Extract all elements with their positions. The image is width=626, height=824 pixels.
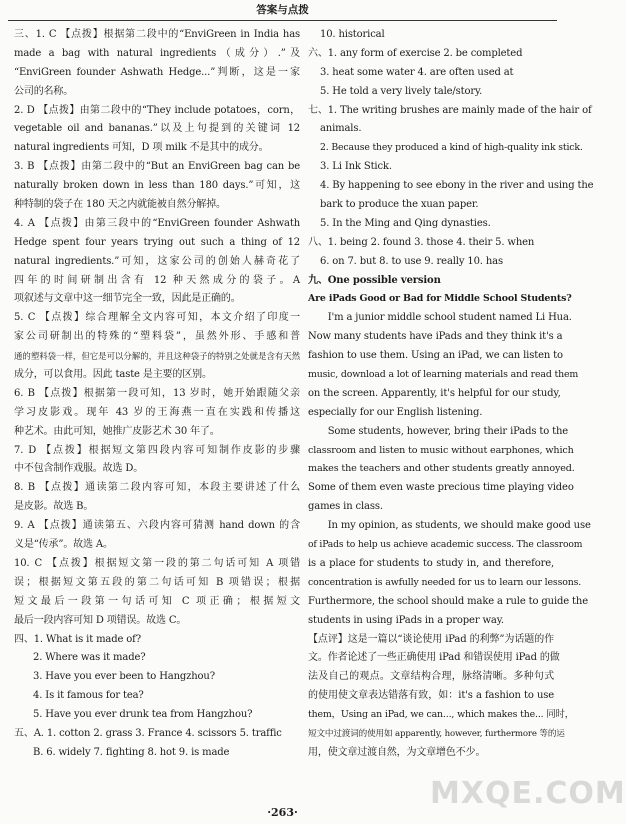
text-line: natural ingredients.”可知，这家公司的创始人赫奇花了	[14, 255, 300, 267]
text-line: 最后一段内容可知 D 项错误。故选 C。	[14, 614, 187, 626]
text-line: 5. In the Ming and Qing dynasties.	[320, 217, 491, 229]
page-number: ·263·	[267, 806, 298, 819]
text-line: 是皮影。故选 B。	[14, 501, 94, 513]
text-line: 3. B 【点拨】由第二段中的“But an EnviGreen bag can be	[14, 161, 300, 173]
text-line: 6. on 7. but 8. to use 9. really 10. has	[320, 255, 503, 267]
text-line: made a bag with natural ingredients（成分）.”及	[14, 47, 300, 59]
commentary-line: 短文中过渡词的使用如 apparently, however, furthermore 等的运	[308, 728, 565, 739]
commentary-line: 【点评】这是一篇以“谈论使用 iPad 的利弊”为话题的作	[308, 633, 554, 645]
commentary-line: 的使用使文章表达错落有致，如：it's a fashion to use	[308, 690, 554, 702]
essay-title: Are iPads Good or Bad for Middle School Students?	[308, 293, 572, 305]
text-line: on the screen. Apparently, it's helpful for our study,	[308, 387, 561, 399]
text-line: 种特制的袋子在 180 天之内就能被自然分解掉。	[14, 199, 226, 211]
text-line: 九、One possible version	[308, 274, 441, 286]
text-line: bark to produce the xuan paper.	[320, 199, 479, 211]
text-line: 4. A 【点拨】由第三段中的“EnviGreen founder Ashwath	[14, 217, 300, 229]
text-line: especially for our English listening.	[308, 406, 483, 418]
text-line: 4. Is it famous for tea?	[33, 690, 144, 702]
commentary-line: 用，使文章过渡自然，为文章增色不少。	[308, 746, 486, 758]
text-line: 六、1. any form of exercise 2. be completed	[308, 47, 523, 59]
text-line: 2. Where was it made?	[33, 652, 146, 664]
text-line: 学习皮影戏。现年 43 岁的王海燕一直在实践和传播这	[14, 406, 300, 418]
text-line: 短文最后一段第一句话可知 C 项正确；根据短文	[14, 595, 300, 607]
text-line: 6. B 【点拨】根据第一段可知，13 岁时，她开始跟随父亲	[14, 387, 300, 399]
left-column	[14, 26, 300, 763]
text-line: 3. Li Ink Stick.	[320, 161, 392, 173]
text-line: 中不包含制作戏服。故选 D。	[14, 463, 144, 475]
text-line: 2. Because they produced a kind of high-quality ink stick.	[320, 142, 583, 154]
text-line: 5. He told a very lively tale/story.	[320, 85, 483, 97]
text-line: I'm a junior middle school student named Li Hua.	[308, 312, 572, 324]
text-line: students in using iPads in a proper way.	[308, 614, 504, 626]
text-line: 三、1. C 【点拨】根据第二段中的“EnviGreen in India has	[14, 29, 300, 40]
text-line: In my opinion, as students, we should make good use	[308, 520, 591, 532]
text-line: 五、A. 1. cotton 2. grass 3. France 4. scissors 5. traffic	[14, 727, 282, 739]
watermark: MXQE.COM	[430, 776, 626, 811]
text-line: 3. Have you ever been to Hangzhou?	[33, 671, 215, 683]
text-line: games in class.	[308, 501, 383, 513]
text-line: 10. C 【点拨】根据短文第一段的第二句话可知 A 项错	[14, 557, 300, 569]
text-line: fashion to use them. Using an iPad, we can listen to	[308, 350, 563, 362]
text-line: 3. heat some water 4. are often used at	[320, 66, 514, 78]
text-line: makes the teachers and other students greatly annoyed.	[308, 463, 575, 475]
text-line: 2. D 【点拨】由第二段中的“They include potatoes，corn，	[14, 104, 300, 116]
text-line: 家公司研制出的特殊的“塑料袋”，虽然外形、手感和普	[14, 331, 300, 343]
text-line: 4. By happening to see ebony in the river and using the	[320, 180, 594, 192]
commentary-line: 文。作者论述了一些正确使用 iPad 和错误使用 iPad 的做	[308, 652, 560, 664]
text-line: 义是“传承”。故选 A。	[14, 539, 113, 551]
text-line: B. 6. widely 7. fighting 8. hot 9. is made	[33, 746, 230, 758]
text-line: Some students, however, bring their iPads to the	[308, 425, 569, 437]
text-line: Some of them even waste precious time playing video	[308, 482, 574, 494]
text-line: 八、1. being 2. found 3. those 4. their 5. when	[308, 236, 535, 248]
text-line: 种艺术。由此可知，她推广皮影艺术 30 年了。	[14, 425, 220, 437]
header-rule	[8, 20, 557, 21]
text-line: 5. Have you ever drunk tea from Hangzhou?	[33, 709, 253, 721]
text-line: 5. C 【点拨】综合理解全文内容可知，本文介绍了印度一	[14, 312, 300, 324]
text-line: 9. A 【点拨】通读第五、六段内容可猜测 hand down 的含	[14, 520, 300, 532]
text-line: Furthermore, the school should make a rule to guide the	[308, 595, 588, 607]
text-line: natural ingredients 可知，D 项 milk 不是其中的成分。	[14, 142, 269, 154]
text-line: animals.	[320, 123, 362, 135]
page-header	[0, 0, 565, 20]
text-line: music, download a lot of learning materials and read them	[308, 369, 579, 381]
text-line: 公司的名称。	[14, 85, 74, 97]
text-line: concentration is awfully needed for us to learn our lessons.	[308, 576, 582, 588]
text-line: 成分，可以食用。因此 taste 是主要的区别。	[14, 369, 212, 381]
right-column	[308, 26, 594, 763]
text-line: 10. historical	[320, 29, 385, 40]
text-line: 误；根据短文第五段的第二句话可知 B 项错误；根据	[14, 576, 300, 588]
text-line: vegetable oil and bananas.”以及上句提到的关键词 12	[14, 123, 300, 135]
text-line: Hedge spent four years trying out such a thing of 12	[14, 236, 300, 248]
text-line: 四、1. What is it made of?	[14, 633, 141, 645]
text-line: classroom and listen to music without earphones, which	[308, 444, 574, 456]
text-line: 8. B 【点拨】通读第二段内容可知，本段主要讲述了什么	[14, 482, 300, 494]
text-line: naturally broken down in less than 180 days.”可知，这	[14, 180, 300, 192]
commentary-line: 法及自己的观点。文章结构合理，脉络清晰。多种句式	[308, 671, 554, 683]
commentary-line: them，Using an iPad, we can..., which makes the... 同时，	[308, 709, 574, 721]
text-line: 四年的时间研制出含有 12 种天然成分的袋子。A	[14, 274, 300, 286]
text-line: of iPads to help us achieve academic success. The classroom	[308, 539, 583, 551]
text-line: 七、1. The writing brushes are mainly made of the hair of	[308, 104, 592, 116]
text-line: 7. D 【点拨】根据短文第四段内容可知制作皮影的步骤	[14, 444, 300, 456]
text-line: is a place for students to study in, and therefore,	[308, 557, 554, 569]
text-line: 项叙述与文章中这一细节完全一致，因此是正确的。	[14, 293, 241, 305]
text-line: “EnviGreen founder Ashwath Hedge...”判断，这是一家	[14, 66, 300, 78]
text-line: 通的塑料袋一样，但它是可以分解的，并且这种袋子的特别之处就是含有天然	[14, 351, 300, 362]
header-title: 答案与点拨	[256, 4, 309, 16]
text-line: Now many students have iPads and they think it's a	[308, 331, 563, 343]
